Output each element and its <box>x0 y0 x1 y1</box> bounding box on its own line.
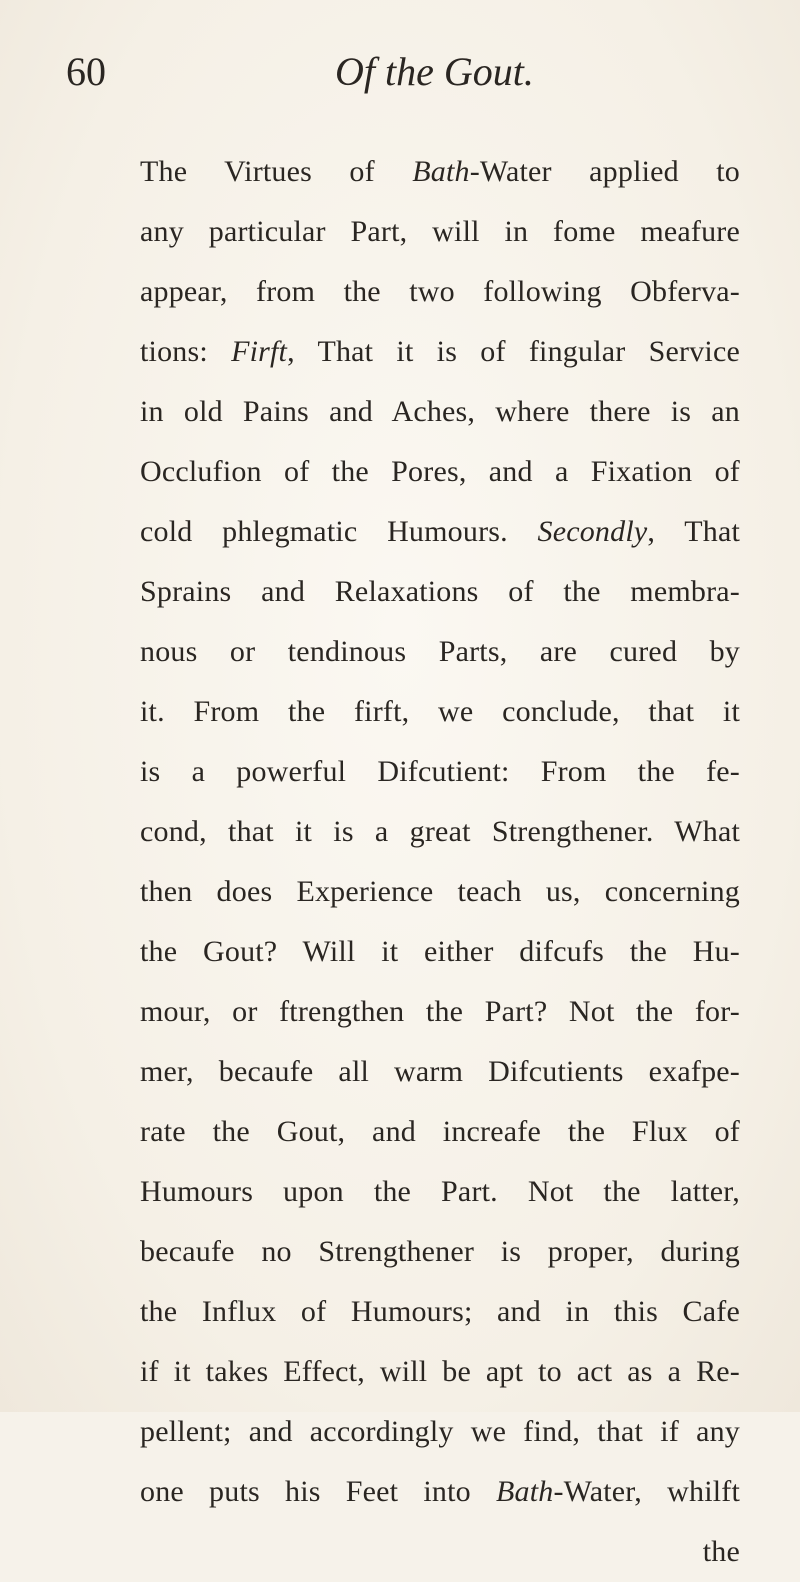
text-segment: is a powerful Difcutient: From the fe- <box>140 755 740 788</box>
italic-word: Bath <box>495 1475 554 1508</box>
italic-word: Firft <box>231 335 288 368</box>
text-segment: , That it is of fingular Service <box>287 335 740 368</box>
text-line <box>140 682 740 742</box>
text-segment: mer, becaufe all warm Difcutients exafpe- <box>140 1055 740 1088</box>
running-head <box>0 42 800 102</box>
text-segment: it. From the firft, we conclude, that it <box>140 695 740 728</box>
text-segment: the Gout? Will it either difcufs the Hu- <box>140 935 740 968</box>
text-line <box>140 1402 740 1462</box>
text-line <box>140 1222 740 1282</box>
text-line <box>140 922 740 982</box>
text-segment: The Virtues of <box>140 155 413 188</box>
text-line <box>140 142 740 202</box>
text-segment: becaufe no Strengthener is proper, during <box>140 1235 740 1268</box>
text-segment: tions: <box>140 335 232 368</box>
text-line <box>140 802 740 862</box>
text-segment: -Water, whilft <box>553 1475 740 1508</box>
text-line <box>140 322 740 382</box>
text-line <box>140 1462 740 1522</box>
text-segment: one puts his Feet into <box>140 1475 496 1508</box>
text-segment: mour, or ftrengthen the Part? Not the for- <box>140 995 740 1028</box>
text-segment: appear, from the two following Obferva- <box>140 275 740 308</box>
text-segment: if it takes Effect, will be apt to act as a Re- <box>140 1355 740 1388</box>
text-segment: cond, that it is a great Strengthener. What <box>140 815 740 848</box>
text-segment: Occlufion of the Pores, and a Fixation of <box>140 455 740 488</box>
text-segment: -Water applied to <box>469 155 740 188</box>
text-segment: then does Experience teach us, concerning <box>140 875 740 908</box>
text-line <box>140 1162 740 1222</box>
body-text <box>140 142 740 1582</box>
text-line <box>140 1342 740 1402</box>
text-line <box>140 382 740 442</box>
text-segment: any particular Part, will in fome meafure <box>140 215 740 248</box>
text-segment: nous or tendinous Parts, are cured by <box>140 635 740 668</box>
text-line <box>140 1102 740 1162</box>
text-line <box>140 862 740 922</box>
text-line <box>140 502 740 562</box>
text-line <box>140 1042 740 1102</box>
text-line <box>140 982 740 1042</box>
text-segment: Sprains and Relaxations of the membra- <box>140 575 740 608</box>
running-title: Of the Gout. <box>335 49 534 94</box>
text-segment: rate the Gout, and increafe the Flux of <box>140 1115 740 1148</box>
text-line <box>140 262 740 322</box>
text-line <box>140 442 740 502</box>
text-line <box>140 1282 740 1342</box>
text-line <box>140 562 740 622</box>
text-segment: pellent; and accordingly we find, that if any <box>140 1415 740 1448</box>
text-line <box>140 202 740 262</box>
page-number: 60 <box>66 49 106 94</box>
text-segment: in old Pains and Aches, where there is an <box>140 395 740 428</box>
catchword: the <box>702 1535 740 1568</box>
italic-word: Bath <box>412 155 470 188</box>
text-line <box>140 622 740 682</box>
text-segment: cold phlegmatic Humours. <box>140 515 538 548</box>
italic-word: Secondly <box>537 515 648 548</box>
text-segment: the Influx of Humours; and in this Cafe <box>140 1295 740 1328</box>
text-line <box>140 742 740 802</box>
text-segment: Humours upon the Part. Not the latter, <box>140 1175 740 1208</box>
text-segment: , That <box>647 515 740 548</box>
